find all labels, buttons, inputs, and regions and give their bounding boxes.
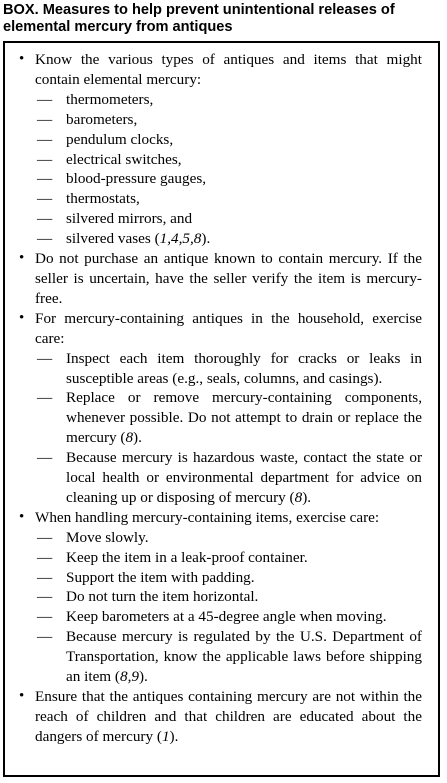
sub-list-item — [35, 448, 422, 508]
sub-list-item — [35, 528, 422, 548]
dash-icon: — — [37, 170, 53, 188]
sub-list-item — [35, 587, 422, 607]
item-text-tail: ). — [169, 727, 179, 745]
measures-list — [18, 50, 422, 747]
bullet-icon: • — [19, 250, 25, 267]
item-text: Do not purchase an antique known to contain mercury. If the seller is uncertain, have the seller verify the item is mercury-free. — [35, 250, 422, 307]
list-item — [18, 309, 422, 508]
sub-item-text: pendulum clocks, — [66, 130, 174, 148]
sub-list-item — [35, 388, 422, 448]
box-content — [18, 50, 422, 747]
bullet-icon: • — [19, 51, 25, 67]
dash-icon: — — [37, 349, 53, 367]
list-item — [18, 508, 422, 687]
dash-icon: — — [37, 130, 53, 148]
box-title: BOX. Measures to help prevent unintentional releases of elemental mercury from antiques — [3, 2, 395, 35]
list-item — [18, 249, 422, 309]
item-text: For mercury-containing antiques in the household, exercise care: — [35, 309, 422, 347]
sub-list-item — [35, 189, 422, 209]
sub-item-text-tail: ). — [201, 230, 211, 248]
dash-icon: — — [37, 110, 53, 128]
citation-ref: 8 — [125, 429, 134, 447]
sub-item-text-tail: ). — [302, 488, 312, 506]
sub-list-item — [35, 209, 422, 229]
citation-ref: 1,4,5,8 — [159, 230, 202, 248]
bullet-icon: • — [19, 688, 25, 704]
sub-list — [35, 349, 422, 508]
sub-item-text: Keep barometers at a 45-degree angle when moving. — [66, 608, 387, 626]
sub-list — [35, 528, 422, 687]
dash-icon: — — [37, 210, 53, 228]
sub-list-item — [35, 349, 422, 389]
item-text: When handling mercury-containing items, exercise care: — [35, 508, 380, 526]
list-item — [18, 50, 422, 249]
sub-item-text: barometers, — [66, 110, 138, 128]
item-text: Know the various types of antiques and items that might contain elemental mercury: — [35, 51, 422, 88]
sub-list-item — [35, 627, 422, 687]
sub-list-item — [35, 229, 422, 249]
dash-icon: — — [37, 608, 53, 626]
sub-list-item — [35, 130, 422, 150]
sub-item-text: thermometers, — [66, 90, 154, 108]
sub-list-item — [35, 150, 422, 170]
sub-item-text: silvered vases ( — [66, 230, 160, 248]
sub-item-text: electrical switches, — [66, 150, 182, 168]
sub-list-item — [35, 607, 422, 627]
sub-item-text-tail: ). — [138, 668, 148, 686]
sub-list-item — [35, 568, 422, 588]
dash-icon: — — [37, 230, 53, 248]
dash-icon: — — [37, 449, 53, 467]
sub-list — [35, 90, 422, 249]
list-item — [18, 687, 422, 747]
bullet-icon: • — [19, 508, 25, 525]
bullet-icon: • — [19, 309, 25, 326]
item-text: Ensure that the antiques containing mercury are not within the reach of children and that children are educated about the dangers of mercury ( — [35, 688, 422, 745]
sub-list-item — [35, 110, 422, 130]
sub-item-text: Move slowly. — [66, 528, 149, 546]
citation-ref: 8,9 — [119, 668, 139, 686]
sub-item-text: Because mercury is regulated by the U.S. Department of Transportation, know the applicable laws before shipping an item ( — [66, 628, 422, 686]
sub-item-text: Inspect each item thoroughly for cracks or leaks in susceptible areas (e.g., seals, columns, and casings). — [66, 349, 422, 387]
sub-item-text: Because mercury is hazardous waste, contact the state or local health or environmental department for advice on cleaning up or disposing of mercury ( — [66, 449, 422, 506]
dash-icon: — — [37, 90, 53, 108]
sub-item-text: Support the item with padding. — [66, 568, 255, 586]
sub-item-text: Keep the item in a leak-proof container. — [66, 548, 308, 566]
sub-item-text: silvered mirrors, and — [66, 210, 193, 228]
dash-icon: — — [37, 389, 53, 407]
sub-item-text: Replace or remove mercury-containing components, whenever possible. Do not attempt to drain or replace the mercury ( — [66, 389, 422, 447]
dash-icon: — — [37, 628, 53, 646]
dash-icon: — — [37, 150, 53, 168]
dash-icon: — — [37, 528, 53, 546]
sub-item-text: Do not turn the item horizontal. — [66, 588, 259, 606]
dash-icon: — — [37, 548, 53, 566]
dash-icon: — — [37, 588, 53, 606]
sub-item-text: thermostats, — [66, 190, 140, 208]
citation-ref: 1 — [161, 727, 170, 745]
dash-icon: — — [37, 568, 53, 586]
sub-list-item — [35, 548, 422, 568]
sub-item-text-tail: ). — [133, 429, 142, 447]
citation-ref: 8 — [294, 488, 303, 506]
dash-icon: — — [37, 190, 53, 208]
sub-list-item — [35, 90, 422, 110]
sub-list-item — [35, 169, 422, 189]
sub-item-text: blood-pressure gauges, — [66, 170, 207, 188]
